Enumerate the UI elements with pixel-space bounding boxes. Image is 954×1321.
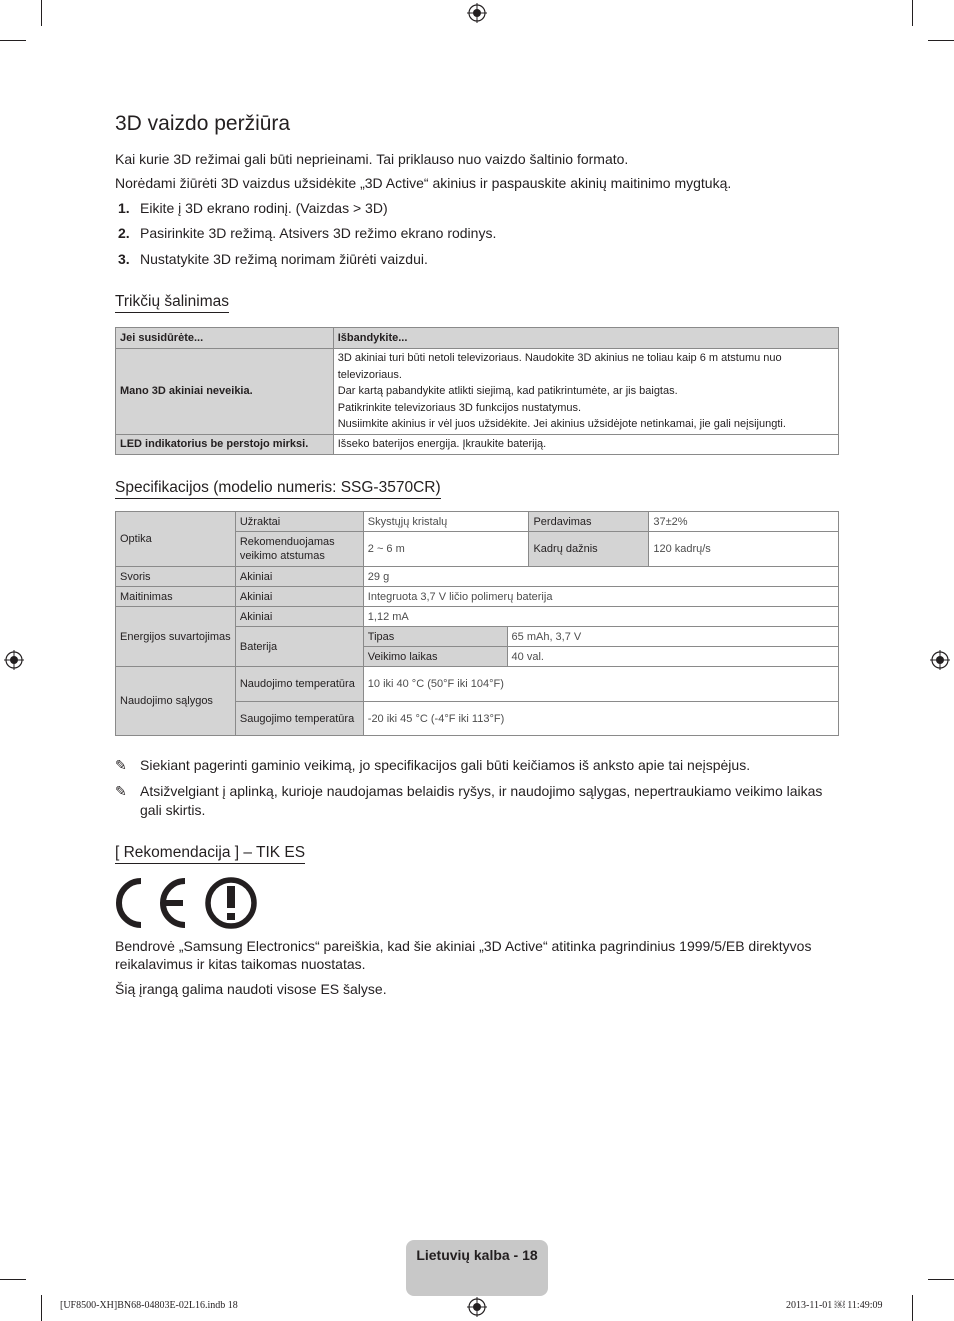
table-header-cell: Išbandykite...	[333, 328, 838, 349]
page-number: Lietuvių kalba - 18	[416, 1247, 538, 1263]
problem-cell: Mano 3D akiniai neveikia.	[116, 349, 334, 435]
spec-label-cell: Užraktai	[235, 512, 363, 532]
spec-category-cell: Naudojimo sąlygos	[116, 667, 236, 736]
fix-line: Dar kartą pabandykite atlikti siejimą, kad patikrintumėte, ar jis baigtas.	[337, 385, 678, 397]
crop-mark	[41, 1295, 42, 1321]
pencil-note-icon: ✎	[115, 757, 127, 773]
registration-mark-icon	[467, 3, 487, 23]
note-text: Atsižvelgiant į aplinką, kurioje naudojamas belaidis ryšys, ir naudojimo sąlygas, nepertraukiamo veikimo laikas gali skirtis.	[140, 783, 823, 818]
spec-value-cell: 65 mAh, 3,7 V	[507, 627, 838, 647]
step-text: Nustatykite 3D režimą norimam žiūrėti vaizdui.	[140, 251, 428, 267]
spec-category-cell: Maitinimas	[116, 587, 236, 607]
registration-mark-icon	[4, 650, 24, 670]
troubleshooting-table	[115, 327, 839, 455]
spec-sublabel-cell: Tipas	[363, 627, 507, 647]
table-row	[116, 567, 839, 587]
recommendation-text: Bendrovė „Samsung Electronics“ pareiškia, kad šie akiniai „3D Active“ atitinka pagrindinius 1999/5/EB direktyvos reikalavimus ir kitas taikomas nuostatas.	[115, 938, 812, 972]
spec-label-cell: Naudojimo temperatūra	[235, 667, 363, 702]
table-row	[116, 667, 839, 702]
crop-mark	[928, 1279, 954, 1280]
step-item	[118, 224, 496, 242]
step-number: 3.	[118, 251, 130, 267]
step-item	[118, 250, 428, 268]
specifications-heading: Specifikacijos (modelio numeris: SSG-3570CR)	[115, 478, 441, 499]
table-row	[116, 434, 839, 454]
fix-line: Nusiimkite akinius ir vėl juos užsidėkite. Jei akinius užsidėjote netinkamai, jie gali neįsijungti.	[337, 418, 786, 430]
spec-value-cell: Integruota 3,7 V ličio polimerų baterija	[363, 587, 838, 607]
step-number: 1.	[118, 200, 130, 216]
intro-paragraph: Kai kurie 3D režimai gali būti neprieinami. Tai priklauso nuo vaizdo šaltinio formato.	[115, 151, 629, 167]
spec-label-cell: Rekomenduojamas veikimo atstumas	[235, 532, 363, 567]
spec-category-cell: Energijos suvartojimas	[116, 607, 236, 667]
spec-value-cell: Skystųjų kristalų	[363, 512, 529, 532]
spec-value-cell: 40 val.	[507, 647, 838, 667]
spec-label-cell: Akiniai	[235, 587, 363, 607]
spec-value-cell: 120 kadrų/s	[649, 532, 839, 567]
crop-mark	[912, 0, 913, 26]
spec-label-cell: Akiniai	[235, 567, 363, 587]
note-item	[115, 782, 839, 820]
recommendation-text: Šią įrangą galima naudoti visose ES šalyse.	[115, 981, 387, 997]
fix-line: Patikrinkite televizoriaus 3D funkcijos nustatymus.	[337, 401, 582, 414]
crop-mark	[928, 40, 954, 41]
spec-label-cell: Kadrų dažnis	[529, 532, 649, 567]
spec-value-cell: 1,12 mA	[363, 607, 838, 627]
note-item	[115, 756, 839, 775]
intro-paragraph: Norėdami žiūrėti 3D vaizdus užsidėkite „3D Active“ akinius ir paspauskite akinių maitinimo mygtuką.	[115, 175, 732, 191]
page-title: 3D vaizdo peržiūra	[115, 112, 291, 135]
spec-sublabel-cell: Veikimo laikas	[363, 647, 507, 667]
specifications-table	[115, 511, 839, 736]
table-header-row	[116, 328, 839, 349]
spec-value-cell: 2 ~ 6 m	[363, 532, 529, 567]
spec-value-cell: -20 iki 45 °C (-4°F iki 113°F)	[363, 702, 838, 736]
spec-value-cell: 37±2%	[649, 512, 839, 532]
fix-line: 3D akiniai turi būti netoli televizoriaus. Naudokite 3D akinius ne toliau kaip 6 m atstumu nuo televizoriaus.	[337, 352, 782, 381]
crop-mark	[912, 1295, 913, 1321]
fix-cell: Išseko baterijos energija. Įkraukite bateriją.	[333, 434, 838, 454]
crop-mark	[41, 0, 42, 26]
step-number: 2.	[118, 225, 130, 241]
problem-cell: LED indikatorius be perstojo mirksi.	[116, 434, 334, 454]
step-item	[118, 199, 388, 217]
menu-path-picture: Vaizdas	[300, 200, 350, 216]
spec-label-cell: Saugojimo temperatūra	[235, 702, 363, 736]
registration-mark-icon	[930, 650, 950, 670]
crop-mark	[0, 1279, 26, 1280]
table-header-cell: Jei susidūrėte...	[116, 328, 334, 349]
crop-mark	[0, 40, 26, 41]
spec-category-cell: Optika	[116, 512, 236, 567]
troubleshooting-heading: Trikčių šalinimas	[115, 292, 229, 313]
spec-label-cell: Baterija	[235, 627, 363, 667]
spec-value-cell: 29 g	[363, 567, 838, 587]
alert-mark-icon	[203, 875, 259, 931]
step-text: Eikite į 3D ekrano rodinį. (	[140, 200, 301, 216]
spec-category-cell: Svoris	[116, 567, 236, 587]
recommendation-heading: [ Rekomendacija ] – TIK ES	[115, 843, 305, 864]
menu-path-separator: >	[349, 200, 366, 216]
spec-value-cell: 10 iki 40 °C (50°F iki 104°F)	[363, 667, 838, 702]
ce-alert-marks	[113, 875, 263, 936]
step-text-end: )	[382, 200, 388, 216]
fix-cell	[333, 349, 838, 435]
table-row	[116, 587, 839, 607]
table-row	[116, 607, 839, 627]
menu-path-3d: 3D	[365, 200, 383, 216]
spec-label-cell: Akiniai	[235, 607, 363, 627]
note-text: Siekiant pagerinti gaminio veikimą, jo specifikacijos gali būti keičiamos iš anksto apie tai neįspėjus.	[140, 757, 751, 773]
print-slug-right: 2013-11-01 ￼ 11:49:09	[786, 1300, 883, 1311]
registration-mark-icon	[467, 1297, 487, 1317]
step-text: Pasirinkite 3D režimą. Atsivers 3D režimo ekrano rodinys.	[140, 225, 497, 241]
spec-label-cell: Perdavimas	[529, 512, 649, 532]
table-row	[116, 349, 839, 435]
table-row	[116, 512, 839, 532]
print-slug-left: [UF8500-XH]BN68-04803E-02L16.indb 18	[60, 1300, 238, 1311]
pencil-note-icon: ✎	[115, 783, 127, 799]
